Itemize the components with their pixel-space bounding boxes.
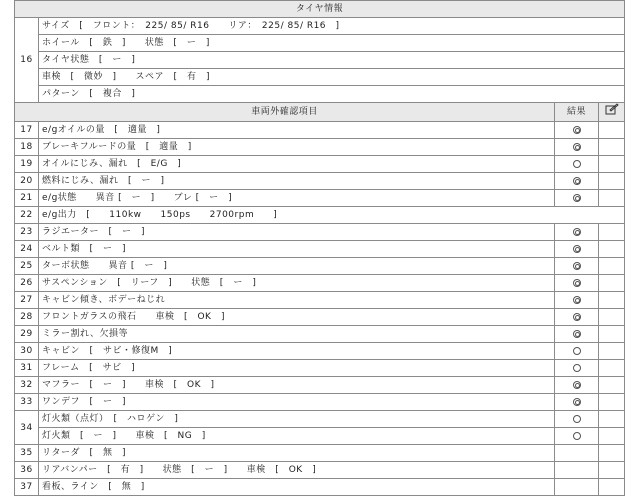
- note-cell: [599, 156, 625, 173]
- row-number: 32: [15, 377, 39, 394]
- circle-mark: [573, 432, 581, 440]
- row-number: 23: [15, 224, 39, 241]
- row-number: 17: [15, 122, 39, 139]
- result-cell: [555, 258, 599, 275]
- inspection-row: [15, 411, 625, 428]
- result-cell: [555, 309, 599, 326]
- result-cell: [555, 224, 599, 241]
- double-circle-mark: [573, 330, 581, 338]
- inspection-item-text: ターボ状態 異音 [ ー ]: [39, 258, 555, 275]
- row-number: 29: [15, 326, 39, 343]
- inspection-row: [15, 360, 625, 377]
- inspection-item-text: フレーム [ サビ ]: [39, 360, 555, 377]
- inspection-item-text: キャビン傾き、ボデーねじれ: [39, 292, 555, 309]
- tire-info-text: 車検 [ 微妙 ] スペア [ 有 ]: [39, 69, 625, 86]
- result-cell: [555, 241, 599, 258]
- result-cell: [555, 394, 599, 411]
- note-cell: [599, 394, 625, 411]
- row-number: 19: [15, 156, 39, 173]
- result-cell: [555, 139, 599, 156]
- row-number: 24: [15, 241, 39, 258]
- circle-mark: [573, 347, 581, 355]
- inspection-row: [15, 207, 625, 224]
- inspection-item-text: リターダ [ 無 ]: [39, 445, 555, 462]
- note-cell: [599, 309, 625, 326]
- row-number: 31: [15, 360, 39, 377]
- inspection-item-text: オイルにじみ、漏れ [ E/G ]: [39, 156, 555, 173]
- inspection-row: [15, 275, 625, 292]
- inspection-item-text: マフラー [ ー ] 車検 [ OK ]: [39, 377, 555, 394]
- double-circle-mark: [573, 143, 581, 151]
- inspection-item-text: e/gオイルの量 [ 適量 ]: [39, 122, 555, 139]
- row-number: 18: [15, 139, 39, 156]
- result-cell: [555, 411, 599, 428]
- row-number: 20: [15, 173, 39, 190]
- note-cell: [599, 445, 625, 462]
- circle-mark: [573, 364, 581, 372]
- inspection-table: [14, 0, 625, 496]
- result-cell: [555, 462, 599, 479]
- inspection-item-text: リアバンパー [ 有 ] 状態 [ ー ] 車検 [ OK ]: [39, 462, 555, 479]
- inspection-row: [15, 258, 625, 275]
- row-number: 35: [15, 445, 39, 462]
- tire-info-row: [15, 35, 625, 52]
- result-cell: [555, 173, 599, 190]
- inspection-item-text: サスペンション [ リーフ ] 状態 [ ー ]: [39, 275, 555, 292]
- tire-info-row: [15, 18, 625, 35]
- table-body: [15, 1, 625, 496]
- double-circle-mark: [573, 194, 581, 202]
- row-number: 36: [15, 462, 39, 479]
- inspection-row: [15, 122, 625, 139]
- tire-info-text: ホイール [ 鉄 ] 状態 [ ー ]: [39, 35, 625, 52]
- double-circle-mark: [573, 279, 581, 287]
- result-cell: [555, 190, 599, 207]
- row-number: 33: [15, 394, 39, 411]
- result-cell: [555, 343, 599, 360]
- row-number: 25: [15, 258, 39, 275]
- tire-section-title: タイヤ情報: [15, 1, 625, 18]
- double-circle-mark: [573, 245, 581, 253]
- double-circle-mark: [573, 398, 581, 406]
- double-circle-mark: [573, 313, 581, 321]
- inspection-item-text: ミラー割れ、欠損等: [39, 326, 555, 343]
- inspection-row: [15, 462, 625, 479]
- tire-info-text: パターン [ 複合 ]: [39, 86, 625, 103]
- note-cell: [599, 343, 625, 360]
- tire-info-row: [15, 86, 625, 103]
- result-cell: [555, 275, 599, 292]
- row-number: 27: [15, 292, 39, 309]
- circle-mark: [573, 160, 581, 168]
- note-cell: [599, 292, 625, 309]
- result-cell: [555, 326, 599, 343]
- inspection-row: [15, 241, 625, 258]
- inspection-item-text: 灯火類 [ ー ] 車検 [ NG ]: [39, 428, 555, 445]
- inspection-item-text: ブレーキフルードの量 [ 適量 ]: [39, 139, 555, 156]
- inspection-item-text: e/g状態 異音 [ ー ] ブレ [ ー ]: [39, 190, 555, 207]
- note-cell: [599, 275, 625, 292]
- inspection-row: [15, 377, 625, 394]
- inspection-row: [15, 394, 625, 411]
- note-cell: [599, 122, 625, 139]
- exterior-section-header-row: [15, 103, 625, 122]
- note-cell: [599, 462, 625, 479]
- inspection-row: [15, 139, 625, 156]
- note-cell: [599, 326, 625, 343]
- inspection-row: [15, 309, 625, 326]
- inspection-row: [15, 343, 625, 360]
- inspection-row: [15, 428, 625, 445]
- note-cell: [599, 411, 625, 428]
- inspection-item-text: ベルト類 [ ー ]: [39, 241, 555, 258]
- inspection-row: [15, 292, 625, 309]
- inspection-row: [15, 224, 625, 241]
- exterior-section-title: 車両外確認項目: [15, 103, 555, 122]
- note-cell: [599, 479, 625, 496]
- inspection-item-text: e/g出力 [ 110kw 150ps 2700rpm ]: [39, 207, 625, 224]
- tire-info-row: [15, 69, 625, 86]
- note-cell: [599, 173, 625, 190]
- inspection-row: [15, 156, 625, 173]
- row-number: 37: [15, 479, 39, 496]
- row-number: 26: [15, 275, 39, 292]
- note-cell: [599, 377, 625, 394]
- note-cell: [599, 258, 625, 275]
- inspection-row: [15, 173, 625, 190]
- inspection-row: [15, 445, 625, 462]
- double-circle-mark: [573, 177, 581, 185]
- inspection-item-text: 灯火類（点灯） [ ハロゲン ]: [39, 411, 555, 428]
- result-cell: [555, 377, 599, 394]
- inspection-item-text: 看板、ライン [ 無 ]: [39, 479, 555, 496]
- tire-info-row: [15, 52, 625, 69]
- note-cell: [599, 139, 625, 156]
- result-cell: [555, 479, 599, 496]
- circle-mark: [573, 415, 581, 423]
- inspection-row: [15, 190, 625, 207]
- result-header: 結果: [555, 103, 599, 122]
- note-cell: [599, 241, 625, 258]
- edit-icon[interactable]: [605, 103, 619, 121]
- double-circle-mark: [573, 228, 581, 236]
- note-cell: [599, 224, 625, 241]
- row-number: 28: [15, 309, 39, 326]
- note-cell: [599, 360, 625, 377]
- inspection-item-text: ラジエーター [ ー ]: [39, 224, 555, 241]
- result-cell: [555, 360, 599, 377]
- row-number: 21: [15, 190, 39, 207]
- double-circle-mark: [573, 126, 581, 134]
- row-number: 16: [15, 18, 39, 103]
- inspection-row: [15, 326, 625, 343]
- tire-info-text: サイズ [ フロント： 225/ 85/ R16 リア： 225/ 85/ R16 ]: [39, 18, 625, 35]
- result-cell: [555, 292, 599, 309]
- result-cell: [555, 428, 599, 445]
- inspection-item-text: ワンデフ [ ー ]: [39, 394, 555, 411]
- result-cell: [555, 156, 599, 173]
- note-cell: [599, 428, 625, 445]
- double-circle-mark: [573, 296, 581, 304]
- tire-section-header-row: [15, 1, 625, 18]
- row-number: 30: [15, 343, 39, 360]
- note-cell: [599, 190, 625, 207]
- inspection-item-text: 燃料にじみ、漏れ [ ー ]: [39, 173, 555, 190]
- edit-cell[interactable]: [599, 103, 625, 122]
- row-number: 34: [15, 411, 39, 445]
- result-cell: [555, 122, 599, 139]
- result-cell: [555, 445, 599, 462]
- row-number: 22: [15, 207, 39, 224]
- inspection-row: [15, 479, 625, 496]
- tire-info-text: タイヤ状態 [ ー ]: [39, 52, 625, 69]
- inspection-item-text: フロントガラスの飛石 車検 [ OK ]: [39, 309, 555, 326]
- double-circle-mark: [573, 381, 581, 389]
- inspection-item-text: キャビン [ サビ・修復M ]: [39, 343, 555, 360]
- double-circle-mark: [573, 262, 581, 270]
